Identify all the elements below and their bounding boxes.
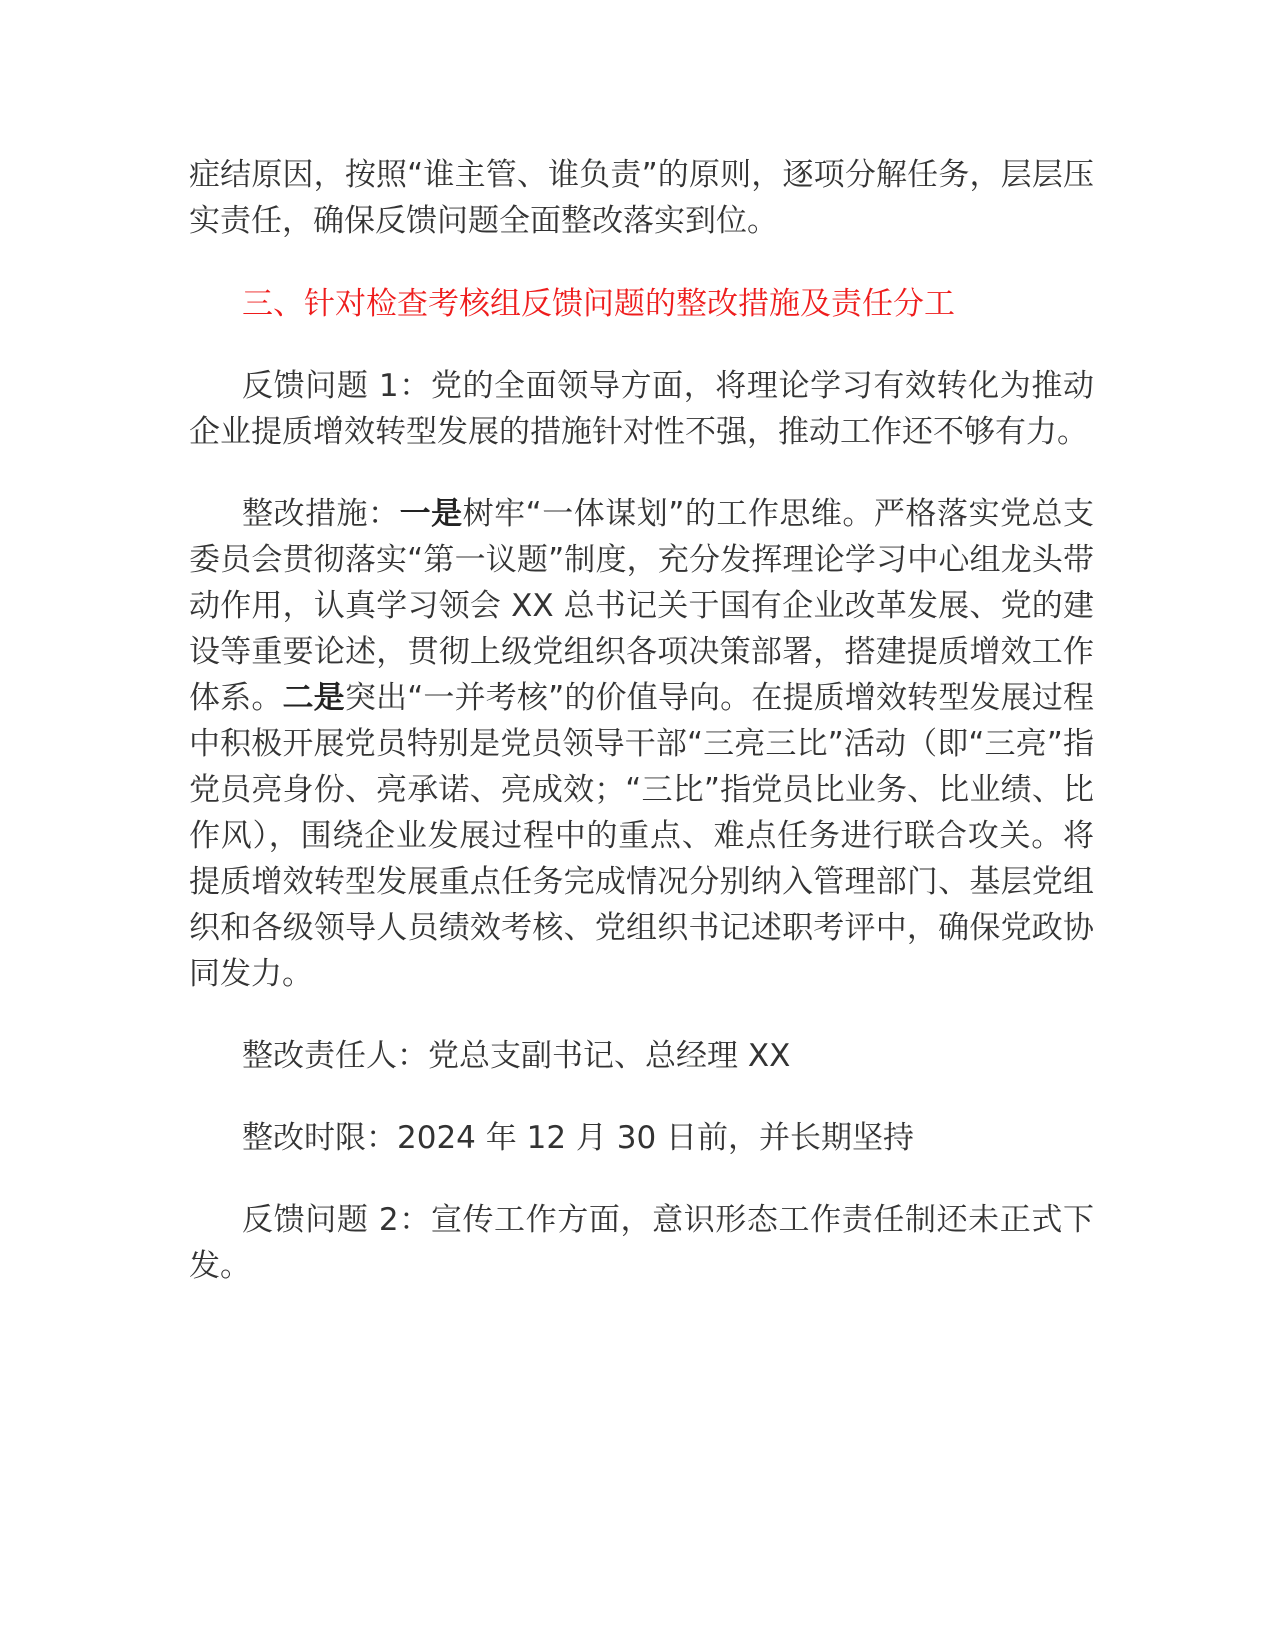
measure-2-text: 突出“一并考核”的价值导向。在提质增效转型发展过程中积极开展党员特别是党员领导干部“三亮三比”活动（即“三亮”指党员亮身份、亮承诺、亮成效；“三比”指党员比业务、比业绩、比作风），围绕企业发展过程中的重点、难点任务进行联合攻关。将提质增效转型发展重点任务完成情况分别纳入管理部门、基层党组织和各级领导人员绩效考核、党组织书记述职考评中，确保党政协同发力。 <box>189 680 1095 992</box>
responsible-person: 整改责任人：党总支副书记、总经理 XX <box>242 1038 791 1074</box>
measures-prefix: 整改措施： <box>242 496 400 532</box>
deadline: 整改时限：2024 年 12 月 30 日前，并长期坚持 <box>242 1120 915 1156</box>
section-heading: 三、针对检查考核组反馈问题的整改措施及责任分工 <box>242 286 955 322</box>
measure-2-marker: 二是 <box>282 680 345 716</box>
continuation-paragraph: 症结原因，按照“谁主管、谁负责”的原则，逐项分解任务，层层压实责任，确保反馈问题全面整改落实到位。 <box>189 157 1094 239</box>
issue-1-paragraph: 反馈问题 1：党的全面领导方面，将理论学习有效转化为推动企业提质增效转型发展的措施针对性不强，推动工作还不够有力。 <box>189 368 1094 450</box>
measure-1-text: 树牢“一体谋划”的工作思维。严格落实党总支委员会贯彻落实“第一议题”制度，充分发挥理论学习中心组龙头带动作用，认真学习领会 XX 总书记关于国有企业改革发展、党的建设等重要论述，贯彻上级党组织各项决策部署，搭建提质增效工作体系。 <box>189 496 1095 716</box>
issue-2-paragraph: 反馈问题 2：宣传工作方面，意识形态工作责任制还未正式下发。 <box>189 1202 1094 1284</box>
document-body <box>189 152 1094 1289</box>
measures-paragraph <box>189 491 1094 997</box>
measure-1-marker: 一是 <box>399 496 463 532</box>
